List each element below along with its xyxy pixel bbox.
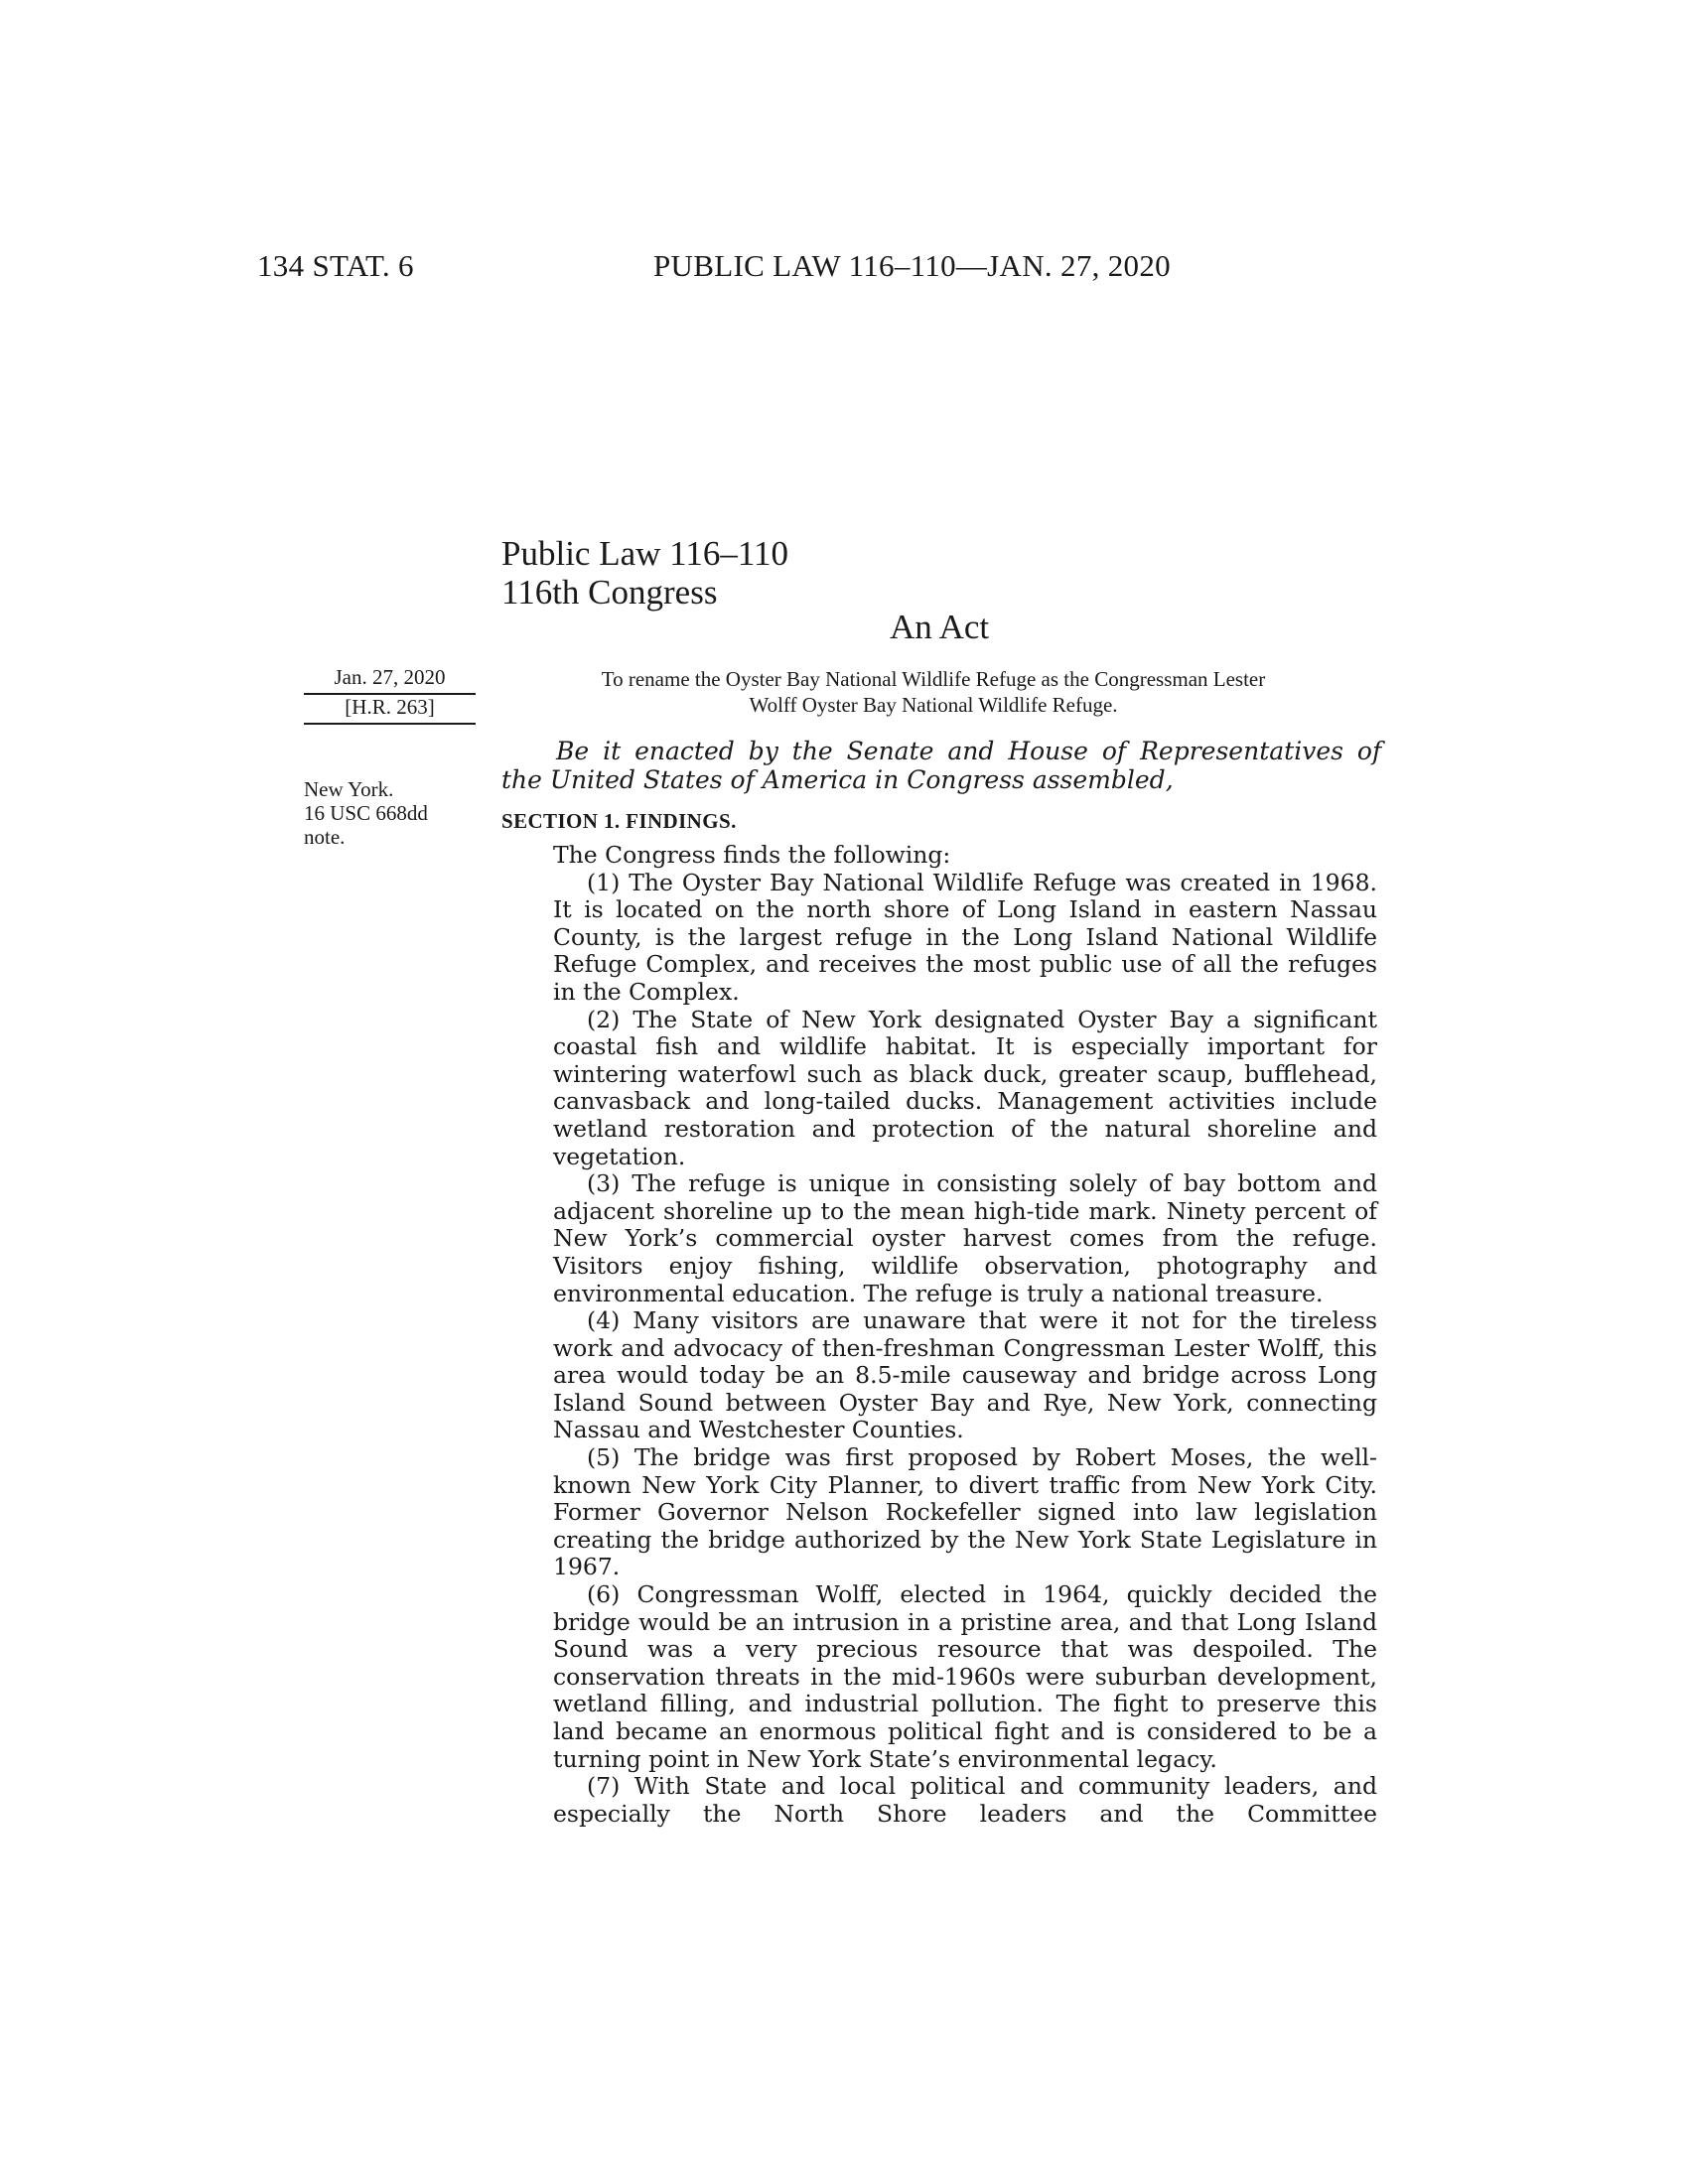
running-title: PUBLIC LAW 116–110—JAN. 27, 2020 (653, 248, 1171, 283)
section-intro: The Congress finds the following: (553, 841, 951, 869)
margin-usc-citation: 16 USC 668dd (304, 801, 428, 825)
finding-6: (6) Congressman Wolff, elected in 1964, quickly decided the bridge would be an intrusion in a pristine area, and that Long Island Sound was a very precious resource that was despoiled. The conservation threats in the mid-1960s were suburban development, wetland filling, and industrial pollution. The fight to preserve this land became an enormous political fight and is considered to be a turning point in New York State’s environmental legacy. (553, 1580, 1377, 1773)
act-heading: An Act (890, 608, 990, 646)
page-stat-reference: 134 STAT. 6 (257, 248, 414, 283)
purpose-line-1: To rename the Oyster Bay National Wildlife Refuge as the Congressman Lester (601, 667, 1266, 691)
finding-2: (2) The State of New York designated Oyster Bay a significant coastal fish and wildlife habitat. It is especially important for wintering waterfowl such as black duck, greater scaup, bufflehead, canvasback and long-tailed ducks. Management activities include wetland restoration and protection of the natural shoreline and vegetation. (553, 1005, 1377, 1170)
finding-7: (7) With State and local political and community leaders, and especially the North Shore leaders and the Committee (553, 1772, 1377, 1828)
congress-label: 116th Congress (501, 573, 718, 612)
margin-date: Jan. 27, 2020 (304, 665, 476, 695)
finding-4: (4) Many visitors are unaware that were it not for the tireless work and advocacy of then-freshman Congressman Lester Wolff, this area would today be an 8.5-mile causeway and bridge across Long Island Sound between Oyster Bay and Rye, New York, connecting Nassau and Westchester Counties. (553, 1306, 1377, 1444)
enacting-clause-line-1: Be it enacted by the Senate and House of Representatives of (556, 737, 1382, 765)
margin-bill-number: [H.R. 263] (304, 695, 476, 725)
purpose-line-2: Wolff Oyster Bay National Wildlife Refuge. (749, 693, 1118, 717)
margin-note-label: note. (304, 825, 346, 849)
finding-1: (1) The Oyster Bay National Wildlife Refuge was created in 1968. It is located on the north shore of Long Island in eastern Nassau County, is the largest refuge in the Long Island National Wildlife Refuge Complex, and receives the most public use of all the refuges in the Complex. (553, 868, 1377, 1006)
public-law-title: Public Law 116–110 (501, 534, 789, 573)
margin-state-note: New York. (304, 777, 394, 801)
finding-3: (3) The refuge is unique in consisting solely of bay bottom and adjacent shoreline up to the mean high-tide mark. Ninety percent of New York’s commercial oyster harvest comes from the refuge. Visitors enjoy fishing, wildlife observation, photography and environmental education. The refuge is truly a national treasure. (553, 1169, 1377, 1307)
finding-5: (5) The bridge was first proposed by Robert Moses, the well-known New York City Planner, to divert traffic from New York City. Former Governor Nelson Rockefeller signed into law legislation creating the bridge authorized by the New York State Legislature in 1967. (553, 1443, 1377, 1581)
section-heading: SECTION 1. FINDINGS. (501, 809, 737, 833)
section-body (553, 842, 1377, 1828)
enacting-clause-line-2: the United States of America in Congress assembled, (501, 765, 1174, 794)
